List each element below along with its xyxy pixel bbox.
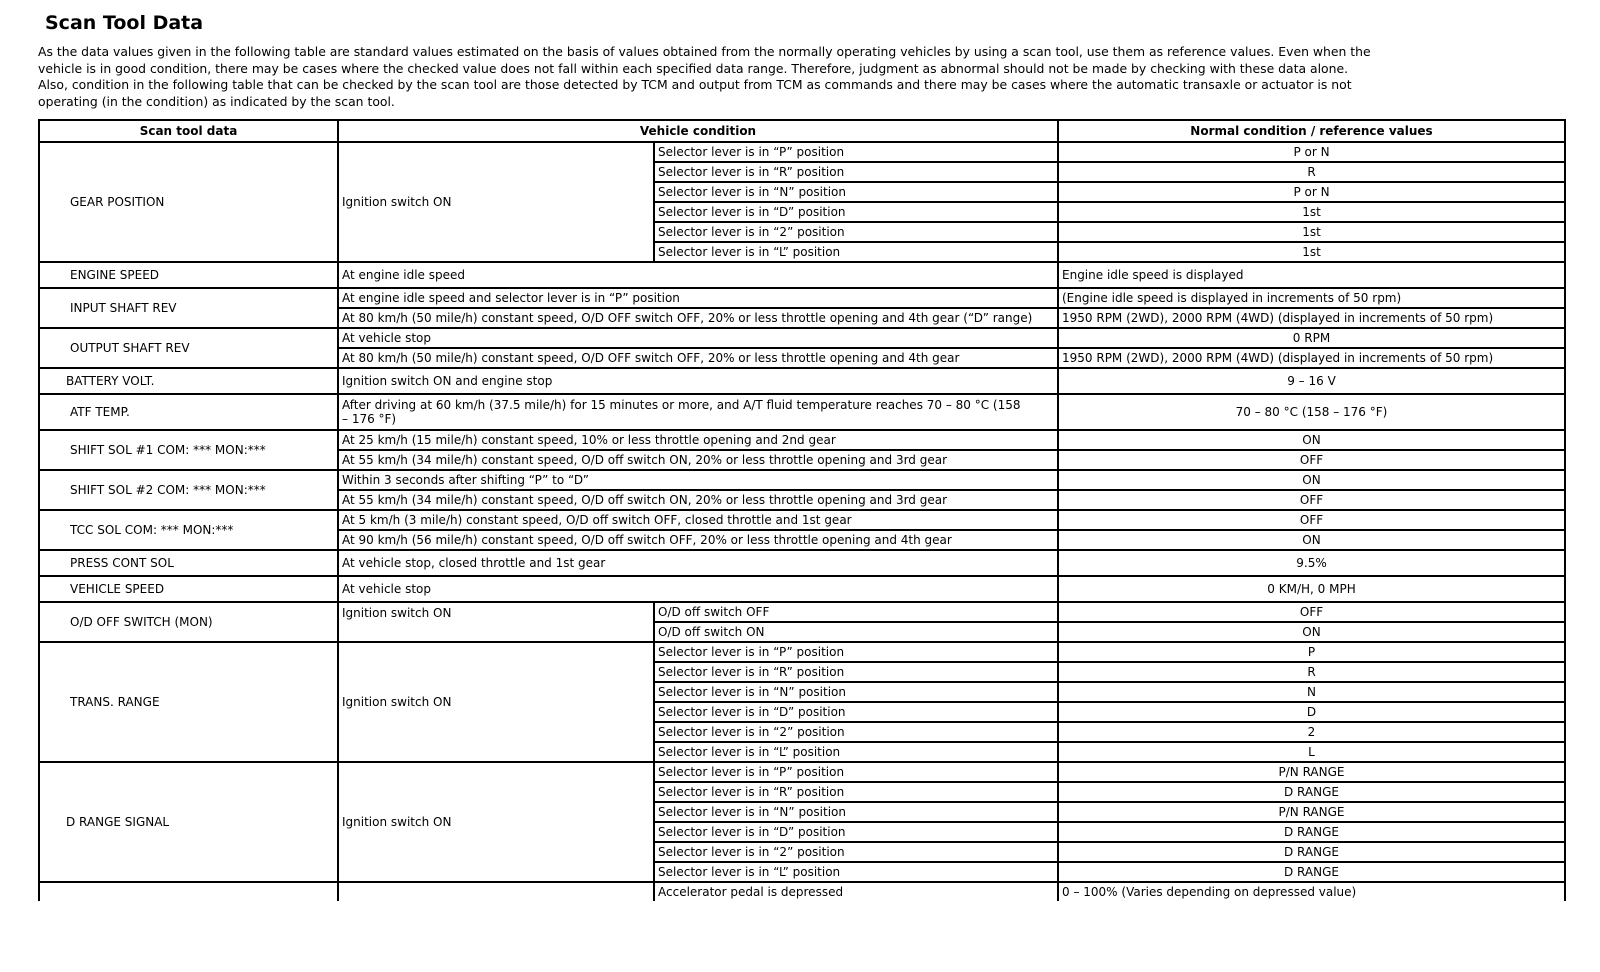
item-input-shaft-rev: INPUT SHAFT REV [39,288,338,328]
value-cell: D [1058,702,1565,722]
value-cell: R [1058,162,1565,182]
table-row [39,550,1565,576]
value-cell: L [1058,742,1565,762]
condition-cell: Ignition switch ON and engine stop [338,368,1058,394]
sub-condition-cell: Selector lever is in “D” position [654,202,1058,222]
table-row [39,470,1565,490]
sub-condition-cell: Selector lever is in “P” position [654,642,1058,662]
item-atf-temp: ATF TEMP. [39,394,338,430]
value-cell: P or N [1058,142,1565,162]
intro-line: vehicle is in good condition, there may be cases where the checked value does not fall within each specified data range. Therefore, judgment as abnormal should not be made by checking with these data alone. [38,60,1349,76]
sub-condition-cell: Selector lever is in “L” position [654,242,1058,262]
sub-condition-cell: Selector lever is in “L” position [654,742,1058,762]
condition-cell: At 55 km/h (34 mile/h) constant speed, O/D off switch ON, 20% or less throttle opening and 3rd gear [338,490,1058,510]
table-row [39,288,1565,308]
condition-line: – 176 °F) [342,412,397,426]
table-row [39,642,1565,662]
sub-condition-cell: Selector lever is in “N” position [654,182,1058,202]
value-cell: D RANGE [1058,862,1565,882]
value-cell: ON [1058,622,1565,642]
sub-condition-cell: Selector lever is in “P” position [654,762,1058,782]
value-cell: D RANGE [1058,822,1565,842]
value-cell: 1950 RPM (2WD), 2000 RPM (4WD) (displayed in increments of 50 rpm) [1058,308,1565,328]
condition-cell: At vehicle stop [338,576,1058,602]
condition-cell: At 5 km/h (3 mile/h) constant speed, O/D off switch OFF, closed throttle and 1st gear [338,510,1058,530]
table-row [39,368,1565,394]
item-gear-position: GEAR POSITION [39,142,338,262]
item-tcc-sol: TCC SOL COM: *** MON:*** [39,510,338,550]
table-header-row [39,120,1565,142]
sub-condition-cell: Selector lever is in “R” position [654,782,1058,802]
sub-condition-cell: Selector lever is in “N” position [654,802,1058,822]
sub-condition-cell: Selector lever is in “D” position [654,702,1058,722]
value-cell: R [1058,662,1565,682]
sub-condition-cell: Selector lever is in “N” position [654,682,1058,702]
value-cell: ON [1058,470,1565,490]
sub-condition-cell: Accelerator pedal is depressed [654,882,1058,901]
table-row [39,510,1565,530]
value-cell: ON [1058,430,1565,450]
condition-cell: At 55 km/h (34 mile/h) constant speed, O/D off switch ON, 20% or less throttle opening and 3rd gear [338,450,1058,470]
value-cell: D RANGE [1058,842,1565,862]
item-od-off-switch: O/D OFF SWITCH (MON) [39,602,338,642]
value-cell: 2 [1058,722,1565,742]
value-cell: P/N RANGE [1058,762,1565,782]
item-press-cont-sol: PRESS CONT SOL [39,550,338,576]
value-cell: N [1058,682,1565,702]
page-title: Scan Tool Data [45,12,204,34]
table-row [39,262,1565,288]
value-cell: 0 KM/H, 0 MPH [1058,576,1565,602]
item-battery-volt: BATTERY VOLT. [39,368,338,394]
sub-condition-cell: Selector lever is in “2” position [654,842,1058,862]
value-cell: (Engine idle speed is displayed in increments of 50 rpm) [1058,288,1565,308]
item-d-range-signal: D RANGE SIGNAL [39,762,338,882]
value-cell: 1950 RPM (2WD), 2000 RPM (4WD) (displayed in increments of 50 rpm) [1058,348,1565,368]
sub-condition-cell: O/D off switch OFF [654,602,1058,622]
item-trans-range: TRANS. RANGE [39,642,338,762]
condition-cell: Ignition switch ON [338,762,654,882]
value-cell: 0 – 100% (Varies depending on depressed value) [1058,882,1565,901]
value-cell: OFF [1058,450,1565,470]
condition-cell: Within 3 seconds after shifting “P” to “D” [338,470,1058,490]
value-cell: P [1058,642,1565,662]
condition-cell: At 25 km/h (15 mile/h) constant speed, 10% or less throttle opening and 2nd gear [338,430,1058,450]
value-cell: 0 RPM [1058,328,1565,348]
intro-line: operating (in the condition) as indicated by the scan tool. [38,93,395,109]
value-cell: 1st [1058,202,1565,222]
item-shift-sol-2: SHIFT SOL #2 COM: *** MON:*** [39,470,338,510]
value-cell: OFF [1058,510,1565,530]
value-cell: Engine idle speed is displayed [1058,262,1565,288]
condition-cell: At vehicle stop, closed throttle and 1st gear [338,550,1058,576]
sub-condition-cell: Selector lever is in “R” position [654,162,1058,182]
value-cell: 9 – 16 V [1058,368,1565,394]
item-shift-sol-1: SHIFT SOL #1 COM: *** MON:*** [39,430,338,470]
table-row [39,430,1565,450]
header-reference-values: Normal condition / reference values [1058,120,1565,142]
value-cell: 70 – 80 °C (158 – 176 °F) [1058,394,1565,430]
sub-condition-cell: O/D off switch ON [654,622,1058,642]
condition-cell: Ignition switch ON [338,602,654,622]
value-cell: P or N [1058,182,1565,202]
sub-condition-cell: Selector lever is in “2” position [654,222,1058,242]
intro-paragraph [38,44,1563,110]
sub-condition-cell: Selector lever is in “L” position [654,862,1058,882]
intro-line: Also, condition in the following table that can be checked by the scan tool are those detected by TCM and output from TCM as commands and there may be cases where the automatic transaxle or actuator is not [38,77,1352,92]
empty-cell [338,882,654,901]
value-cell: OFF [1058,490,1565,510]
intro-line: As the data values given in the following table are standard values estimated on the basis of values obtained from the normally operating vehicles by using a scan tool, use them as reference values. Even when the [38,44,1371,59]
condition-cell: At vehicle stop [338,328,1058,348]
value-cell: 1st [1058,222,1565,242]
condition-cell: At 80 km/h (50 mile/h) constant speed, O/D OFF switch OFF, 20% or less throttle opening and 4th gear (“D” range) [338,308,1058,328]
condition-cell: At engine idle speed and selector lever is in “P” position [338,288,1058,308]
condition-line: After driving at 60 km/h (37.5 mile/h) for 15 minutes or more, and A/T fluid temperature reaches 70 – 80 °C (158 [342,398,1021,412]
table-row [39,394,1565,430]
value-cell: D RANGE [1058,782,1565,802]
scan-tool-data-table [38,119,1566,901]
condition-cell [338,394,1058,430]
table-row [39,142,1565,162]
condition-cell: At engine idle speed [338,262,1058,288]
table-row [39,602,1565,622]
item-engine-speed: ENGINE SPEED [39,262,338,288]
table-row [39,762,1565,782]
table-row [39,328,1565,348]
header-vehicle-condition: Vehicle condition [338,120,1058,142]
value-cell: OFF [1058,602,1565,622]
table-row [39,576,1565,602]
value-cell: P/N RANGE [1058,802,1565,822]
condition-cell: At 80 km/h (50 mile/h) constant speed, O/D OFF switch OFF, 20% or less throttle opening and 4th gear [338,348,1058,368]
empty-cell [338,622,654,642]
table-row [39,882,1565,901]
sub-condition-cell: Selector lever is in “2” position [654,722,1058,742]
item-output-shaft-rev: OUTPUT SHAFT REV [39,328,338,368]
empty-cell [39,882,338,901]
condition-cell: Ignition switch ON [338,142,654,262]
item-vehicle-speed: VEHICLE SPEED [39,576,338,602]
sub-condition-cell: Selector lever is in “D” position [654,822,1058,842]
sub-condition-cell: Selector lever is in “R” position [654,662,1058,682]
condition-cell: Ignition switch ON [338,642,654,762]
sub-condition-cell: Selector lever is in “P” position [654,142,1058,162]
value-cell: 1st [1058,242,1565,262]
value-cell: 9.5% [1058,550,1565,576]
condition-cell: At 90 km/h (56 mile/h) constant speed, O/D off switch OFF, 20% or less throttle opening and 4th gear [338,530,1058,550]
header-scan-tool-data: Scan tool data [39,120,338,142]
value-cell: ON [1058,530,1565,550]
